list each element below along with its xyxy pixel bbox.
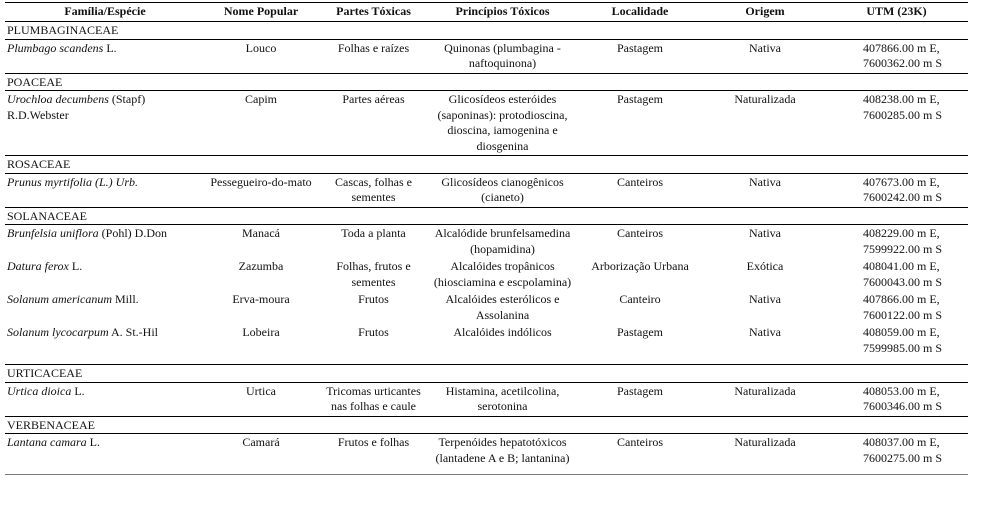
popular-name: Pessegueiro-do-mato bbox=[205, 173, 317, 207]
toxic-principles: Glicosídeos esteróides (saponinas): protodioscina, dioscina, iamogenina e diosgenina bbox=[430, 91, 575, 156]
species-scientific-name: Urochloa decumbens bbox=[7, 92, 109, 106]
utm-easting: 408037.00 m E, bbox=[863, 435, 940, 449]
species-row bbox=[5, 173, 968, 207]
header-origin: Origem bbox=[705, 3, 825, 22]
locality: Canteiros bbox=[617, 226, 663, 240]
toxic-parts: Partes aéreas bbox=[317, 91, 430, 156]
locality: Pastagem bbox=[575, 39, 705, 73]
toxic-principles: Alcalóides esterólicos e Assolanina bbox=[445, 292, 560, 322]
toxic-principles: Glicosídeos cianogênicos (cianeto) bbox=[430, 173, 575, 207]
header-popular-name: Nome Popular bbox=[205, 3, 317, 22]
species-name bbox=[5, 324, 205, 365]
species-scientific-name: Lantana camara bbox=[7, 435, 87, 449]
species-scientific-name: Urtica dioica bbox=[7, 383, 72, 398]
utm-coordinates bbox=[825, 173, 968, 207]
utm-northing: 7600122.00 m S bbox=[863, 307, 943, 322]
origin: Naturalizada bbox=[705, 91, 825, 156]
family-name: ROSACEAE bbox=[5, 156, 968, 174]
utm-coordinates bbox=[825, 225, 968, 259]
species-name bbox=[5, 382, 205, 416]
family-name: VERBENACEAE bbox=[5, 416, 968, 434]
locality: Pastagem bbox=[575, 382, 705, 416]
utm-northing: 7599985.00 m S bbox=[863, 340, 943, 355]
origin: Naturalizada bbox=[705, 434, 825, 475]
toxic-parts: Folhas, frutos e sementes bbox=[336, 259, 411, 289]
species-scientific-name: Datura ferox bbox=[7, 259, 69, 273]
utm-northing: 7600242.00 m S bbox=[863, 190, 943, 204]
table-body bbox=[5, 22, 968, 475]
toxic-parts: Toda a planta bbox=[341, 226, 406, 240]
locality: Pastagem bbox=[575, 91, 705, 156]
locality: Canteiros bbox=[575, 434, 705, 475]
species-name bbox=[5, 434, 205, 475]
utm-northing: 7600275.00 m S bbox=[863, 450, 943, 465]
species-row bbox=[5, 225, 968, 259]
toxic-parts: Tricomas urticantes nas folhas e caule bbox=[317, 382, 430, 416]
utm-coordinates bbox=[825, 258, 968, 291]
species-scientific-name: Brunfelsia uniflora bbox=[7, 226, 99, 240]
toxic-plants-table-container bbox=[5, 2, 968, 475]
utm-northing: 7600362.00 m S bbox=[863, 56, 943, 70]
toxic-parts: Frutos bbox=[358, 292, 389, 306]
species-authority: L. bbox=[103, 40, 117, 55]
toxic-parts: Folhas e raízes bbox=[317, 39, 430, 73]
species-authority: L. bbox=[86, 435, 101, 449]
locality: Canteiro bbox=[619, 292, 661, 306]
species-authority: (Pohl) D.Don bbox=[98, 226, 168, 240]
popular-name: Urtica bbox=[205, 382, 317, 416]
toxic-parts: Cascas, folhas e sementes bbox=[317, 173, 430, 207]
popular-name: Capim bbox=[205, 91, 317, 156]
toxic-principles: Alcalódide brunfelsamedina (hopamidina) bbox=[434, 226, 571, 256]
toxic-principles: Alcalóides indólicos bbox=[430, 324, 575, 365]
header-utm: UTM (23K) bbox=[825, 3, 968, 22]
species-row bbox=[5, 434, 968, 475]
species-authority: A. St.-Hil bbox=[108, 325, 158, 339]
species-authority: L. bbox=[71, 383, 85, 398]
origin: Nativa bbox=[749, 226, 781, 240]
utm-coordinates bbox=[825, 324, 968, 365]
popular-name: Zazumba bbox=[238, 259, 284, 273]
family-name: SOLANACEAE bbox=[5, 207, 968, 225]
species-scientific-name: Solanum lycocarpum bbox=[7, 325, 109, 339]
utm-coordinates bbox=[825, 434, 968, 475]
species-scientific-name: Plumbago scandens bbox=[7, 40, 104, 55]
popular-name: Camará bbox=[205, 434, 317, 475]
species-row bbox=[5, 91, 968, 156]
utm-easting: 407673.00 m E, bbox=[863, 174, 940, 189]
header-row bbox=[5, 3, 968, 22]
toxic-principles: Histamina, acetilcolina, serotonina bbox=[430, 382, 575, 416]
species-name bbox=[5, 258, 205, 291]
species-row bbox=[5, 324, 968, 365]
utm-northing: 7600346.00 m S bbox=[863, 399, 943, 413]
utm-easting: 407866.00 m E, bbox=[863, 40, 940, 55]
origin: Nativa bbox=[705, 39, 825, 73]
origin: Nativa bbox=[749, 292, 781, 306]
origin: Nativa bbox=[705, 324, 825, 365]
toxic-parts: Frutos e folhas bbox=[317, 434, 430, 475]
toxic-principles: Quinonas (plumbagina - naftoquinona) bbox=[430, 39, 575, 73]
species-authority: (Stapf) R.D.Webster bbox=[7, 92, 146, 122]
utm-coordinates bbox=[825, 291, 968, 324]
toxic-principles: Alcalóides tropânicos (hiosciamina e escpolamina) bbox=[433, 259, 572, 289]
locality: Canteiros bbox=[575, 173, 705, 207]
utm-easting: 408059.00 m E, bbox=[863, 325, 940, 339]
popular-name: Erva-moura bbox=[232, 292, 290, 306]
header-family-species: Família/Espécie bbox=[5, 3, 205, 22]
utm-easting: 408041.00 m E, bbox=[863, 259, 940, 273]
species-row bbox=[5, 258, 968, 291]
family-row bbox=[5, 156, 968, 174]
species-name bbox=[5, 291, 205, 324]
header-toxic-principles: Princípios Tóxicos bbox=[430, 3, 575, 22]
family-row bbox=[5, 365, 968, 383]
family-row bbox=[5, 207, 968, 225]
popular-name: Louco bbox=[205, 39, 317, 73]
family-row bbox=[5, 22, 968, 40]
species-scientific-name: Prunus myrtifolia (L.) Urb. bbox=[7, 174, 139, 189]
utm-northing: 7599922.00 m S bbox=[863, 241, 943, 256]
utm-easting: 408053.00 m E, bbox=[863, 383, 940, 398]
locality: Pastagem bbox=[575, 324, 705, 365]
family-row bbox=[5, 416, 968, 434]
species-row bbox=[5, 382, 968, 416]
origin: Exótica bbox=[746, 259, 784, 273]
species-name bbox=[5, 225, 205, 259]
header-locality: Localidade bbox=[575, 3, 705, 22]
utm-easting: 407866.00 m E, bbox=[863, 292, 940, 306]
utm-coordinates bbox=[825, 91, 968, 156]
utm-northing: 7600043.00 m S bbox=[863, 274, 943, 289]
species-name bbox=[5, 173, 205, 207]
toxic-principles: Terpenóides hepatotóxicos (lantadene A e B; lantanina) bbox=[430, 434, 575, 475]
family-row bbox=[5, 73, 968, 91]
toxic-plants-table bbox=[5, 2, 968, 475]
species-row bbox=[5, 291, 968, 324]
family-name: PLUMBAGINACEAE bbox=[5, 22, 968, 40]
utm-easting: 408238.00 m E, bbox=[863, 92, 940, 106]
utm-coordinates bbox=[825, 382, 968, 416]
species-row bbox=[5, 39, 968, 73]
origin: Naturalizada bbox=[705, 382, 825, 416]
popular-name: Lobeira bbox=[205, 324, 317, 365]
species-authority: Mill. bbox=[112, 292, 139, 306]
origin: Nativa bbox=[705, 173, 825, 207]
toxic-parts: Frutos bbox=[317, 324, 430, 365]
species-name bbox=[5, 39, 205, 73]
locality: Arborização Urbana bbox=[591, 259, 689, 273]
species-authority: L. bbox=[68, 259, 83, 273]
family-name: URTICACEAE bbox=[5, 365, 968, 383]
family-name: POACEAE bbox=[5, 73, 968, 91]
species-name bbox=[5, 91, 205, 156]
header-toxic-parts: Partes Tóxicas bbox=[317, 3, 430, 22]
species-scientific-name: Solanum americanum bbox=[7, 292, 112, 306]
utm-coordinates bbox=[825, 39, 968, 73]
popular-name: Manacá bbox=[242, 226, 280, 240]
utm-northing: 7600285.00 m S bbox=[863, 107, 943, 122]
utm-easting: 408229.00 m E, bbox=[863, 226, 940, 240]
